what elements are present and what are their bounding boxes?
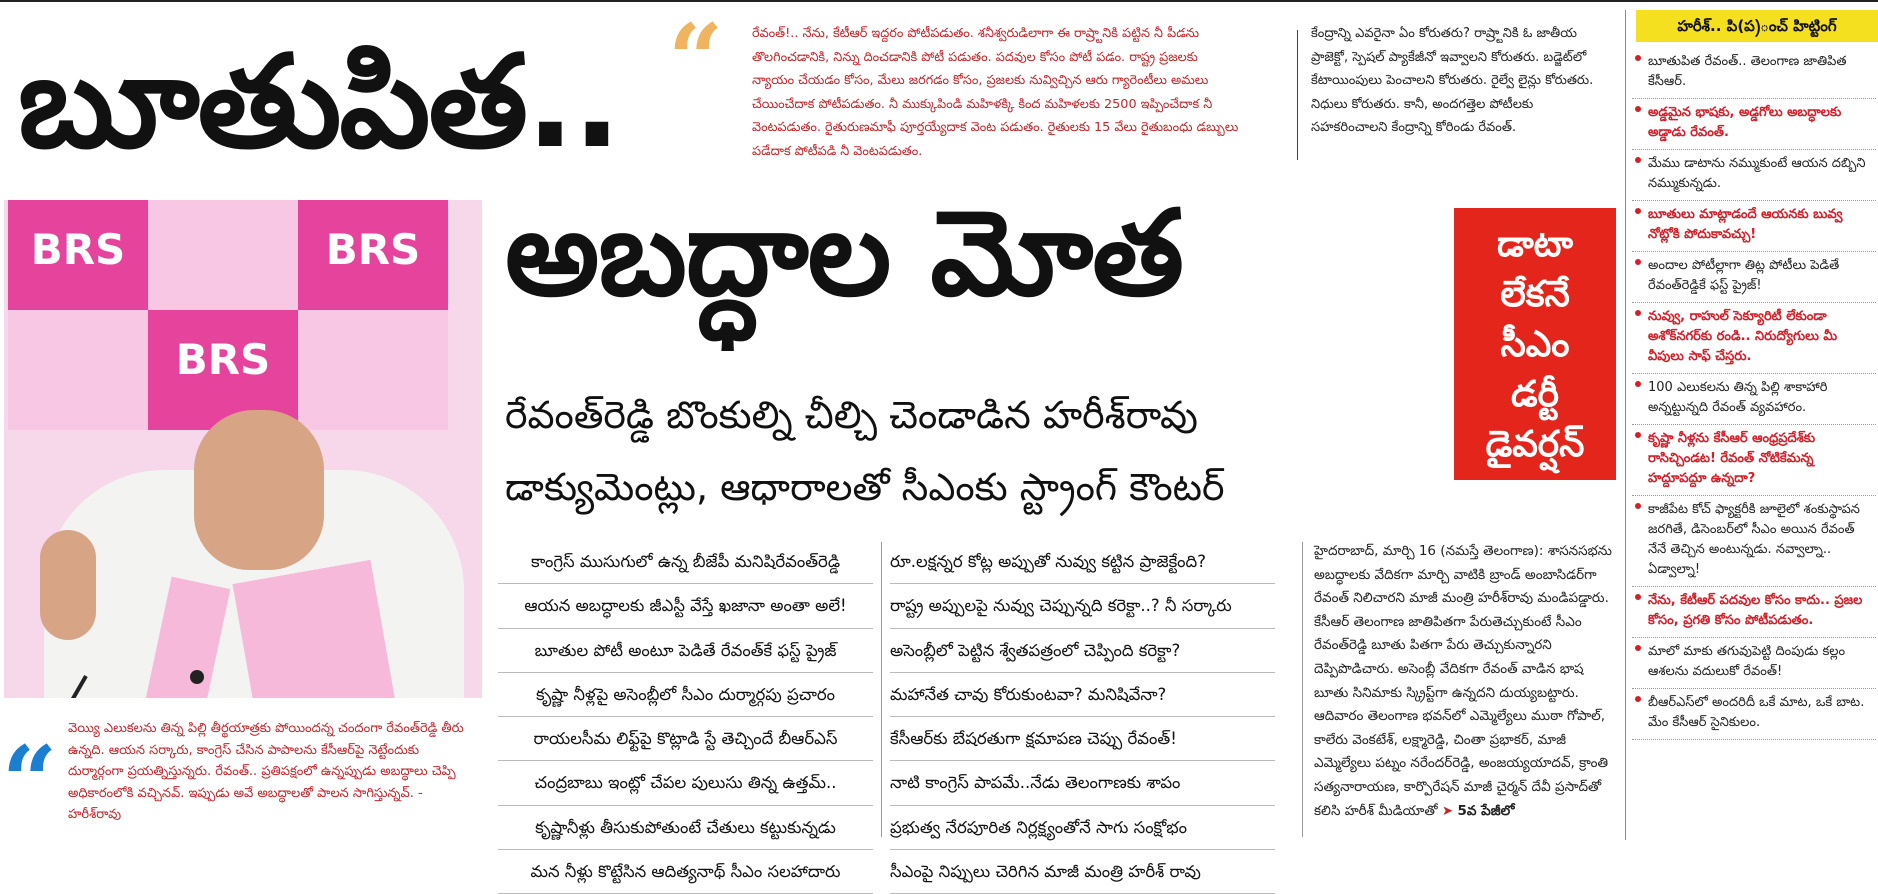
summary-point: కృష్ణా నీళ్లపై అసెంబ్లీలో సీఎం దుర్మార్గపు ప్రచారం bbox=[498, 673, 873, 717]
sidebar-divider bbox=[1625, 10, 1626, 840]
subheadline-secondary: డాక్యుమెంట్లు, ఆధారాలతో సీఎంకు స్ట్రాంగ్ కౌంటర్ bbox=[505, 465, 1225, 509]
summary-point: మహానేత చావు కోరుకుంటవా? మనిషివేనా? bbox=[890, 673, 1275, 717]
summary-point: అసెంబ్లీలో పెట్టిన శ్వేతపత్రంలో చెప్పింది కరెక్టా? bbox=[890, 629, 1275, 673]
bullet-icon bbox=[1635, 645, 1641, 651]
column-divider bbox=[881, 542, 882, 837]
sidebar-item bbox=[1632, 48, 1876, 99]
column-divider bbox=[1297, 30, 1298, 160]
bullet-icon bbox=[1635, 106, 1641, 112]
column-divider bbox=[1302, 542, 1303, 837]
backdrop-tile bbox=[8, 310, 148, 430]
sidebar-item-text: కాజీపేట కోచ్ ఫ్యాక్టరీకి జూలైలో శంకుస్థాపన జరగితే, డిసెంబర్‌లో సీఎం అయిన రేవంత్ నేనే తెచ్చిన అంటున్నడు. నవ్వాల్నా.. ఏడ్వాల్నా! bbox=[1648, 502, 1860, 577]
summary-point: చంద్రబాబు ఇంట్లో చేపల పులుసు తిన్న ఉత్తమ్.. bbox=[498, 761, 873, 805]
red-callout-line: డాటా bbox=[1496, 224, 1574, 265]
summary-point: ఆయన అబద్ధాలకు జీఎస్టీ వేస్తే ఖజానా అంతా అలే! bbox=[498, 584, 873, 628]
sidebar-item-text: నువ్వు, రాహుల్ సెక్యూరిటీ లేకుండా అశోక్‌నగర్‌కు రండి.. నిరుద్యోగులు మీ వీపులు సాఫ్ చేస్తరు. bbox=[1648, 309, 1838, 364]
summary-point: రాయలసీమ లిఫ్ట్‌పై కొట్లాడి స్టే తెచ్చిందే బీఆర్ఎస్ bbox=[498, 717, 873, 761]
sidebar-item bbox=[1632, 638, 1876, 689]
summary-point: రూ.లక్షన్నర కోట్ల అప్పుతో నువ్వు కట్టిన ప్రాజెక్టేంది? bbox=[890, 540, 1275, 584]
bullet-icon bbox=[1635, 594, 1641, 600]
brs-backdrop-tile: BRS bbox=[8, 200, 148, 310]
sidebar-item-text: మాలో మాకు తగువుపెట్టి దింపుడు కల్లం ఆశలను వదులుకో రేవంత్! bbox=[1648, 644, 1846, 679]
brs-backdrop-tile: BRS bbox=[298, 200, 448, 310]
article-body bbox=[1314, 540, 1619, 823]
summary-point: మన నీళ్లు కొట్టేసిన ఆదిత్యనాథ్ సీఎం సలహాదారు bbox=[498, 850, 873, 894]
sidebar-item bbox=[1632, 587, 1876, 638]
sidebar-item-text: 100 ఎలుకలను తిన్న పిల్లి శాకాహారి అన్నట్టున్నది రేవంత్ వ్యవహారం. bbox=[1648, 380, 1828, 415]
quote-mark-orange-icon: “ bbox=[668, 3, 724, 116]
sidebar-item bbox=[1632, 425, 1876, 496]
red-callout-box bbox=[1454, 208, 1616, 480]
continued-arrow-icon: ➤ bbox=[1441, 802, 1454, 819]
summary-point: కృష్ణానీళ్లు తీసుకుపోతుంటే చేతులు కట్టుకున్నడు bbox=[498, 806, 873, 850]
summary-point: కేసీఆర్‌కు బేషరతుగా క్షమాపణ చెప్పు రేవంత్! bbox=[890, 717, 1275, 761]
speaker-head bbox=[194, 410, 324, 570]
sidebar-heading: హరీశ్.. పి(ప)ంచ్ హిట్టింగ్ bbox=[1636, 10, 1878, 42]
bullet-icon bbox=[1635, 432, 1641, 438]
summary-point: సీఎంపై నిప్పులు చెరిగిన మాజీ మంత్రి హరీశ్ రావు bbox=[890, 850, 1275, 894]
sidebar-item-text: బూతుపిత రేవంత్.. తెలంగాణ జాతిపిత కేసీఆర్. bbox=[1648, 54, 1847, 89]
red-callout-line: డర్టీ bbox=[1511, 374, 1559, 415]
photo-caption-quote: వెయ్యి ఎలుకలను తిన్న పిల్లి తీర్థయాత్రకు పోయిందన్న చందంగా రేవంత్‌రెడ్డి తీరు ఉన్నది. ఆయన సర్కారు, కాంగ్రెస్ చేసిన పాపాలను కేసీఆర్‌పై నెట్టేందుకు దుర్మార్గంగా ప్రయత్నిస్తున్నరు. రేవంత్.. ప్రతిపక్షంలో ఉన్నప్పుడు అబద్ధాలు చెప్పి అధికారంలోకి వచ్చినవ్. ఇప్పుడు అవే అబద్ధాలతో పాలన సాగిస్తున్నవ్. - హరీశ్‌రావు bbox=[68, 721, 464, 822]
backdrop-tile bbox=[298, 310, 448, 430]
sidebar-item-text: అడ్డమైన భాషకు, అడ్డగోలు అబద్ధాలకు అడ్డాడు రేవంత్. bbox=[1648, 105, 1842, 140]
bullet-icon bbox=[1635, 55, 1641, 61]
headline-secondary: అబద్ధాల మోత bbox=[505, 184, 1183, 322]
sidebar-item-text: కృష్ణా నీళ్లను కేసీఆర్ ఆంధ్రప్రదేశ్‌కు రాసిచ్చిండట! రేవంత్ నోటికేమన్న హద్దూపద్దూ ఉన్నదా? bbox=[1648, 431, 1816, 486]
bullet-icon bbox=[1635, 696, 1641, 702]
sidebar-item-text: బీఆర్ఎస్‌లో అందరిదీ ఒకే మాట, ఒకే బాట. మేం కేసీఆర్ సైనికులం. bbox=[1648, 695, 1865, 730]
quote-mark-blue-icon: “ bbox=[2, 725, 58, 838]
red-callout-line: డైవర్షన్ bbox=[1485, 424, 1585, 465]
top-rule bbox=[0, 0, 1878, 2]
summary-column-1 bbox=[498, 540, 873, 894]
red-callout-line: లేకనే bbox=[1500, 274, 1570, 315]
summary-point: ప్రభుత్వ నేరపూరిత నిర్లక్ష్యంతోనే సాగు సంక్షోభం bbox=[890, 806, 1275, 850]
summary-column-2 bbox=[890, 540, 1275, 894]
sidebar-item bbox=[1632, 689, 1876, 740]
sidebar-item bbox=[1632, 303, 1876, 374]
summary-point: రాష్ట్ర అప్పులపై నువ్వు చెప్పున్నది కరెక్టా..? నీ సర్కారు bbox=[890, 584, 1275, 628]
sidebar-item-text: బూతులు మాట్లాడందే ఆయనకు బువ్వ నోట్లోకి పోదుకావచ్చు! bbox=[1648, 207, 1843, 242]
red-callout-line: సీఎం bbox=[1500, 324, 1570, 365]
microphone-icon bbox=[190, 670, 204, 684]
bullet-icon bbox=[1635, 208, 1641, 214]
top-quote-text: రేవంత్!.. నేను, కేటీఆర్ ఇద్దరం పోటీపడుతం. శనీశ్వరుడిలాగా ఈ రాష్ర్టానికి పట్టిన నీ పీడను తొలగించడానికి, నిన్ను దించడానికి పోటీ పడుతం. పదవుల కోసం పోటీ పడం. రాష్ట్ర ప్రజలకు న్యాయం చేయడం కోసం, మేలు జరగడం కోసం, ప్రజలకు నువ్విచ్చిన ఆరు గ్యారెంటీలు అమలు చేయించేదాక పోటీపడుతం. నీ ముక్కుపిండి మహిళక్కి కింద మహిళలకు 2500 ఇప్పించేదాక నీ వెంటపడుతం. రైతురుణమాఫీ పూర్తయ్యేదాక వెంట పడుతం. రైతులకు 15 వేలు రైతుబంధు డబ్బులు పడేదాక పోటీపడి నీ వెంటపడుతం. bbox=[752, 26, 1239, 159]
brs-backdrop-tile: BRS bbox=[148, 310, 298, 430]
bullet-icon bbox=[1635, 503, 1641, 509]
top-middle-text: కేంద్రాన్ని ఎవరైనా ఏం కోరుతరు? రాష్ర్టానికి ఓ జాతీయ ప్రాజెక్టో, స్పెషల్ ప్యాకేజీనో ఇవ్వాలని కోరుతరు. బడ్జెట్‌లో కేటాయింపులు పెంచాలని కోరుతరు. రైల్వే లైన్లు కోరుతరు. నిధులు కోరుతరు. కానీ, అందగత్తెల పోటీలకు సహకరించాలని కేంద్రాన్ని కోరిండు రేవంత్. bbox=[1311, 26, 1594, 135]
sidebar-item bbox=[1632, 252, 1876, 303]
summary-point: నాటి కాంగ్రెస్ పాపమే..నేడు తెలంగాణకు శాపం bbox=[890, 761, 1275, 805]
sidebar-item bbox=[1632, 496, 1876, 587]
bullet-icon bbox=[1635, 310, 1641, 316]
article-text: హైదరాబాద్, మార్చి 16 (నమస్తే తెలంగాణ): శాసనసభను అబద్ధాలకు వేదికగా మార్చి వాటికి బ్రాండ్ అంబాసిడర్‌గా రేవంత్ నిలిచారని మాజీ మంత్రి హరీశ్‌రావు మండిపడ్డారు. కేసీఆర్ తెలంగాణ జాతిపితగా పేరుతెచ్చుకుంటే సీఎం రేవంత్‌రెడ్డి బూతు పితగా పేరు తెచ్చుకున్నారని దెప్పిపొడిచారు. అసెంబ్లీ వేదికగా రేవంత్ వాడిన భాష బూతు సినిమాకు స్క్రిప్ట్‌గా ఉన్నదని దుయ్యబట్టారు. ఆదివారం తెలంగాణ భవన్‌లో ఎమ్మెల్యేలు ముఠా గోపాల్, కాలేరు వెంకటేశ్, లక్ష్మారెడ్డి, చింతా ప్రభాకర్, మాజీ ఎమ్మెల్యేలు పట్నం నరేందర్‌రెడ్డి, అంజయ్యయాదవ్, క్రాంతి సత్యనారాయణ, కార్పొరేషన్ మాజీ చైర్మన్ దేవీ ప్రసాద్‌తో కలిసి హరీశ్ మీడియాతో bbox=[1314, 543, 1612, 819]
sidebar-item bbox=[1632, 99, 1876, 150]
bullet-icon bbox=[1635, 259, 1641, 265]
bullet-icon bbox=[1635, 381, 1641, 387]
sidebar-item-text: మేము డాటాను నమ్ముకుంటే ఆయన దబ్బిని నమ్ముకున్నడు. bbox=[1648, 156, 1866, 191]
speaker-photo bbox=[4, 200, 482, 698]
raised-hand bbox=[40, 530, 96, 640]
sidebar-item bbox=[1632, 150, 1876, 201]
headline-main: బూతుపిత.. bbox=[18, 28, 620, 177]
summary-point: కాంగ్రెస్ ముసుగులో ఉన్న బీజేపీ మనిషిరేవంత్‌రెడ్డి bbox=[498, 540, 873, 584]
continued-on-page[interactable]: 5వ పేజీలో bbox=[1457, 802, 1515, 819]
sidebar-list bbox=[1632, 48, 1876, 740]
backdrop-tile bbox=[148, 200, 298, 310]
sidebar-item-text: అందాల పోటీల్లాగా తిట్ల పోటీలు పెడితే రేవంత్‌రెడ్డికే ఫస్ట్ ప్రైజ్! bbox=[1648, 258, 1840, 293]
bullet-icon bbox=[1635, 157, 1641, 163]
sidebar-item-text: నేను, కేటీఆర్ పదవుల కోసం కాదు.. ప్రజల కోసం, ప్రగతి కోసం పోటీపడుతం. bbox=[1648, 593, 1863, 628]
sidebar-item bbox=[1632, 201, 1876, 252]
subheadline: రేవంత్‌రెడ్డి బొంకుల్ని చీల్చి చెండాడిన హరీశ్‌రావు bbox=[505, 393, 1198, 437]
summary-point: బూతుల పోటీ అంటూ పెడితే రేవంత్‌కే ఫస్ట్ ప్రైజ్ bbox=[498, 629, 873, 673]
sidebar-item bbox=[1632, 374, 1876, 425]
